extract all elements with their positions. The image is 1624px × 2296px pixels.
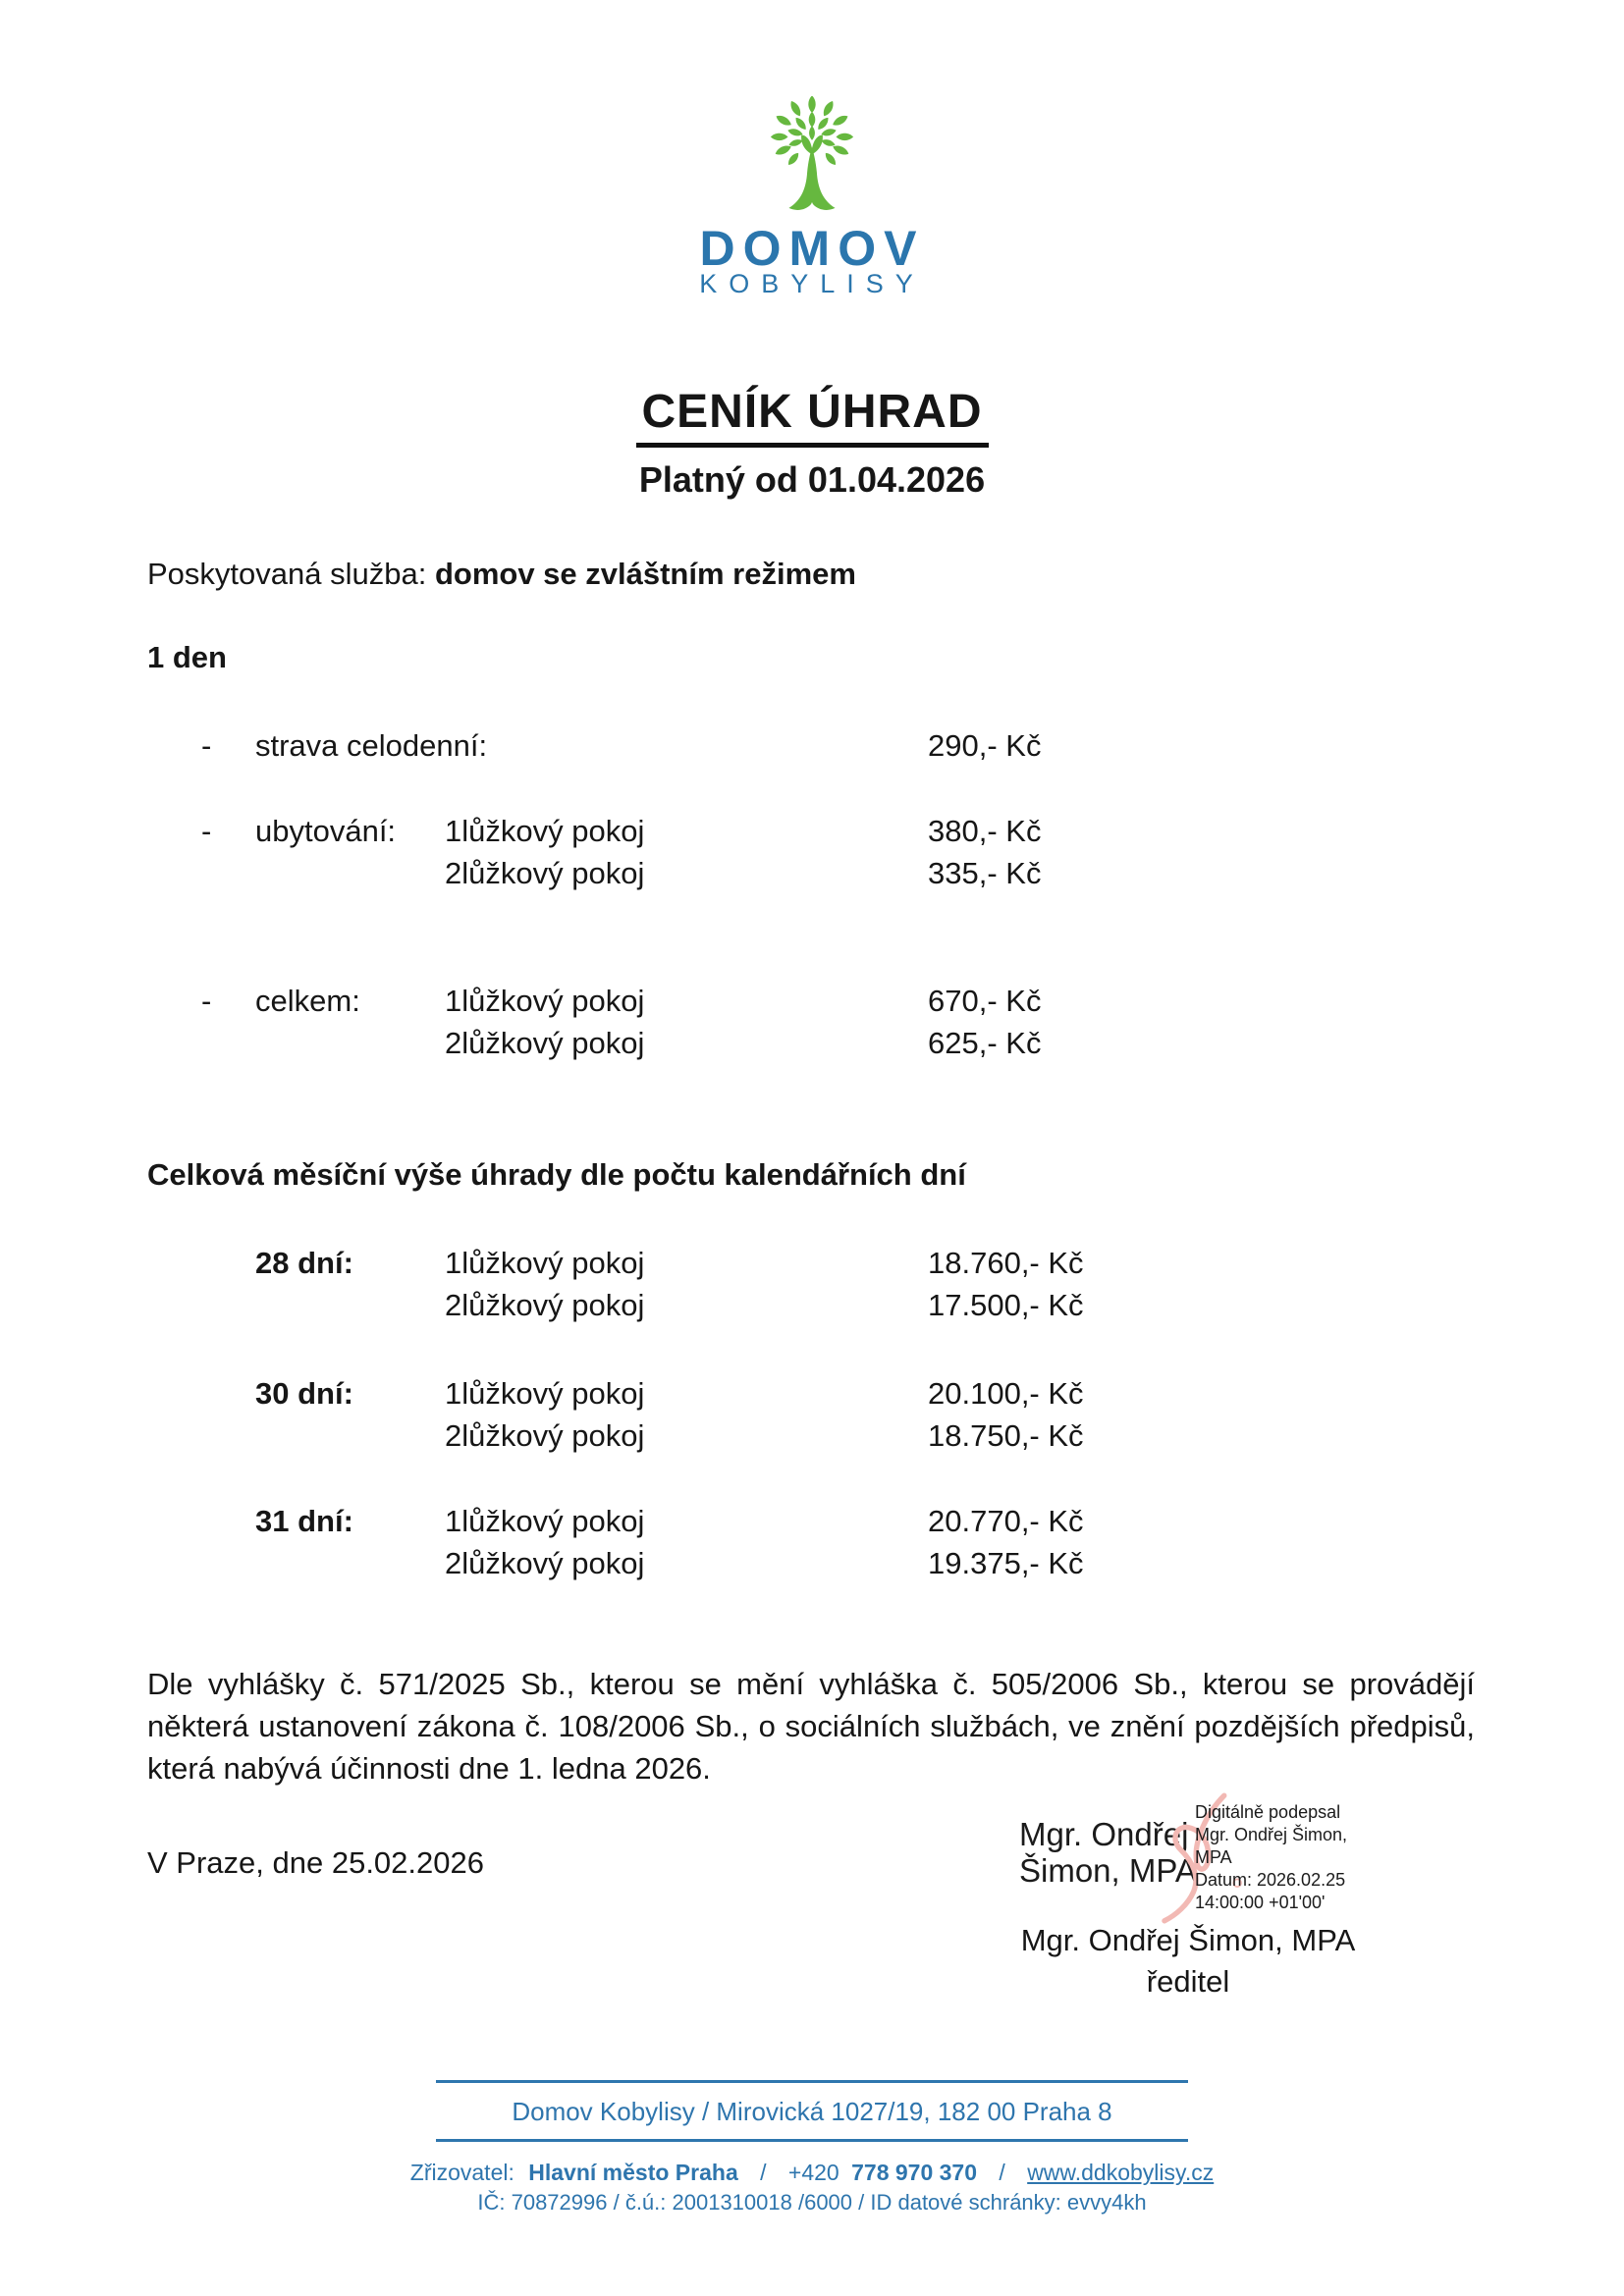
stamp-line: Datum: 2026.02.25 xyxy=(1195,1870,1346,1890)
row-price: 20.770,- Kč xyxy=(928,1504,1084,1538)
footer-rule-bottom xyxy=(436,2139,1188,2142)
place-date: V Praze, dne 25.02.2026 xyxy=(147,1845,484,1880)
row-price: 20.100,- Kč xyxy=(928,1376,1084,1411)
footer-separator: / xyxy=(760,2160,767,2185)
row-price: 19.375,- Kč xyxy=(928,1546,1084,1580)
legal-paragraph: Dle vyhlášky č. 571/2025 Sb., kterou se mění vyhláška č. 505/2006 Sb., kterou se provádějí některá ustanovení zákona č. 108/2006 Sb., o sociálních službách, ve znění pozdějších předpisů, která nabývá účinnosti dne 1. ledna 2026. xyxy=(147,1667,1475,1786)
footer-separator: / xyxy=(999,2160,1005,2185)
logo-tree-icon xyxy=(764,96,860,216)
table-row xyxy=(0,855,1624,892)
table-row xyxy=(0,1375,1624,1413)
table-row xyxy=(0,1287,1624,1324)
row-label: ubytování: xyxy=(255,814,397,848)
bullet-dash: - xyxy=(201,984,212,1018)
stamp-line: Mgr. Ondřej Šimon, xyxy=(1195,1825,1348,1844)
row-room: 1lůžkový pokoj xyxy=(445,1246,645,1280)
row-room: 1lůžkový pokoj xyxy=(445,814,645,848)
days-label: 28 dní: xyxy=(255,1246,353,1280)
row-room: 1lůžkový pokoj xyxy=(445,1376,645,1411)
signatory-block xyxy=(1016,1920,1360,2002)
row-label: strava celodenní: xyxy=(255,728,488,763)
service-value: domov se zvláštním režimem xyxy=(434,557,856,591)
table-row xyxy=(0,813,1624,850)
table-row xyxy=(0,983,1624,1020)
logo xyxy=(0,96,1624,221)
table-row xyxy=(0,727,1624,765)
row-room: 2lůžkový pokoj xyxy=(445,1026,645,1060)
row-price: 335,- Kč xyxy=(928,856,1042,890)
table-row xyxy=(0,1503,1624,1540)
phone-prefix: +420 xyxy=(787,2160,839,2185)
row-room: 2lůžkový pokoj xyxy=(445,1546,645,1580)
row-price: 18.750,- Kč xyxy=(928,1418,1084,1453)
row-room: 1lůžkový pokoj xyxy=(445,984,645,1018)
stamp-line: 14:00:00 +01'00' xyxy=(1195,1893,1326,1912)
digital-signature-name-line2: Šimon, MPA xyxy=(1019,1852,1197,1889)
stamp-line: MPA xyxy=(1195,1847,1232,1867)
footer-address: Domov Kobylisy / Mirovická 1027/19, 182 00 Praha 8 xyxy=(512,2097,1112,2126)
signatory-name: Mgr. Ondřej Šimon, MPA xyxy=(1020,1923,1356,1957)
row-price: 625,- Kč xyxy=(928,1026,1042,1060)
row-room: 2lůžkový pokoj xyxy=(445,1288,645,1322)
logo-name: DOMOV xyxy=(699,221,925,276)
row-price: 17.500,- Kč xyxy=(928,1288,1084,1322)
days-label: 30 dní: xyxy=(255,1376,353,1411)
digital-signature-stamp xyxy=(1195,1801,1377,1914)
row-price: 290,- Kč xyxy=(928,728,1042,763)
table-row xyxy=(0,1417,1624,1455)
monthly-heading: Celková měsíční výše úhrady dle počtu kalendářních dní xyxy=(147,1157,966,1192)
table-row xyxy=(0,1025,1624,1062)
stamp-line: Digitálně podepsal xyxy=(1195,1802,1341,1822)
table-row xyxy=(0,1545,1624,1582)
logo-subname: KOBYLISY xyxy=(699,269,925,298)
row-room: 1lůžkový pokoj xyxy=(445,1504,645,1538)
row-price: 380,- Kč xyxy=(928,814,1042,848)
row-room: 2lůžkový pokoj xyxy=(445,856,645,890)
document-subtitle: Platný od 01.04.2026 xyxy=(638,459,986,500)
website-link[interactable]: www.ddkobylisy.cz xyxy=(1027,2160,1215,2185)
document-title xyxy=(0,385,1624,448)
row-room: 2lůžkový pokoj xyxy=(445,1418,645,1453)
founder-name: Hlavní město Praha xyxy=(528,2160,738,2185)
footer-registry-line: IČ: 70872996 / č.ú.: 2001310018 /6000 / ID datové schránky: evvy4kh xyxy=(477,2190,1147,2215)
table-row xyxy=(0,1245,1624,1282)
document-title-text: CENÍK ÚHRAD xyxy=(636,385,989,448)
digital-signature-name-line1: Mgr. Ondřej xyxy=(1019,1816,1189,1852)
row-label: celkem: xyxy=(255,984,360,1018)
service-label: Poskytovaná služba: xyxy=(147,557,435,591)
daily-heading: 1 den xyxy=(147,640,227,674)
service-line xyxy=(147,556,856,593)
signatory-role: ředitel xyxy=(1146,1964,1230,1999)
row-price: 18.760,- Kč xyxy=(928,1246,1084,1280)
row-price: 670,- Kč xyxy=(928,984,1042,1018)
footer-rule-top xyxy=(436,2080,1188,2083)
footer-founder-line xyxy=(0,2160,1624,2186)
bullet-dash: - xyxy=(201,728,212,763)
founder-label: Zřizovatel: xyxy=(409,2160,514,2185)
days-label: 31 dní: xyxy=(255,1504,353,1538)
bullet-dash: - xyxy=(201,814,212,848)
phone-number: 778 970 370 xyxy=(851,2160,978,2185)
